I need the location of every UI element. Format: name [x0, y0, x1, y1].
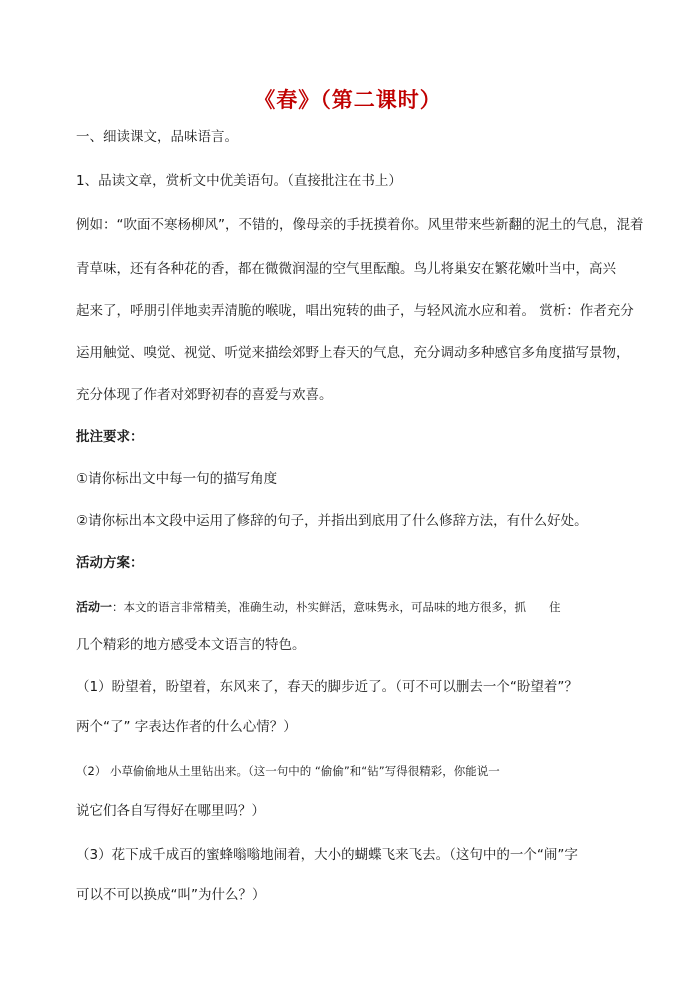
question-2-line-2: 说它们各自写得好在哪里吗？）	[76, 803, 265, 819]
question-1-line-2: 两个“了” 字表达作者的什么心情？）	[76, 719, 297, 735]
activity-1-lead: 活动一	[76, 600, 113, 614]
example-line-2: 青草味，还有各种花的香，都在微微润湿的空气里酝酿。鸟儿将巢安在繁花嫩叶当中，高兴	[76, 261, 616, 277]
question-3-line-2: 可以不可以换成“叫”为什么？）	[76, 887, 266, 903]
activity-1-continuation: 几个精彩的地方感受本文语言的特色。	[76, 637, 306, 653]
question-2-line-1: （2） 小草偷偷地从土里钻出来。（这一句中的 “偷偷”和“钻”写得很精彩，你能说一	[76, 764, 500, 778]
example-line-1: 例如：“吹面不寒杨柳风”，不错的，像母亲的手抚摸着你。风里带来些新翻的泥土的气息，混着	[76, 217, 644, 233]
activity-1-text: ：本文的语言非常精美，准确生动，朴实鲜活，意味隽永，可品味的地方很多，抓 住	[112, 600, 561, 614]
activity-1-line	[76, 598, 561, 616]
activity-heading: 活动方案：	[76, 555, 144, 571]
example-line-4: 运用触觉、嗅觉、视觉、听觉来描绘郊野上春天的气息，充分调动多种感官多角度描写景物，	[76, 345, 630, 361]
annotation-heading: 批注要求：	[76, 429, 144, 445]
page-title: 《春》（第二课时）	[254, 88, 442, 112]
requirement-1: ①请你标出文中每一句的描写角度	[76, 471, 278, 487]
section-heading-1: 一、细读课文，品味语言。	[76, 129, 238, 145]
example-line-5: 充分体现了作者对郊野初春的喜爱与欢喜。	[76, 387, 333, 403]
item-1: 1、品读文章，赏析文中优美语句。（直接批注在书上）	[76, 173, 402, 189]
example-line-3: 起来了，呼朋引伴地卖弄清脆的喉咙，唱出宛转的曲子，与轻风流水应和着。 赏析：作者充分	[76, 303, 634, 319]
question-3-line-1: （3）花下成千成百的蜜蜂嗡嗡地闹着，大小的蝴蝶飞来飞去。（这句中的一个“闹”字	[76, 847, 578, 863]
requirement-2: ②请你标出本文段中运用了修辞的句子，并指出到底用了什么修辞方法，有什么好处。	[76, 513, 588, 529]
question-1-line-1: （1）盼望着，盼望着，东风来了，春天的脚步近了。（可不可以删去一个“盼望着”？	[76, 679, 578, 695]
